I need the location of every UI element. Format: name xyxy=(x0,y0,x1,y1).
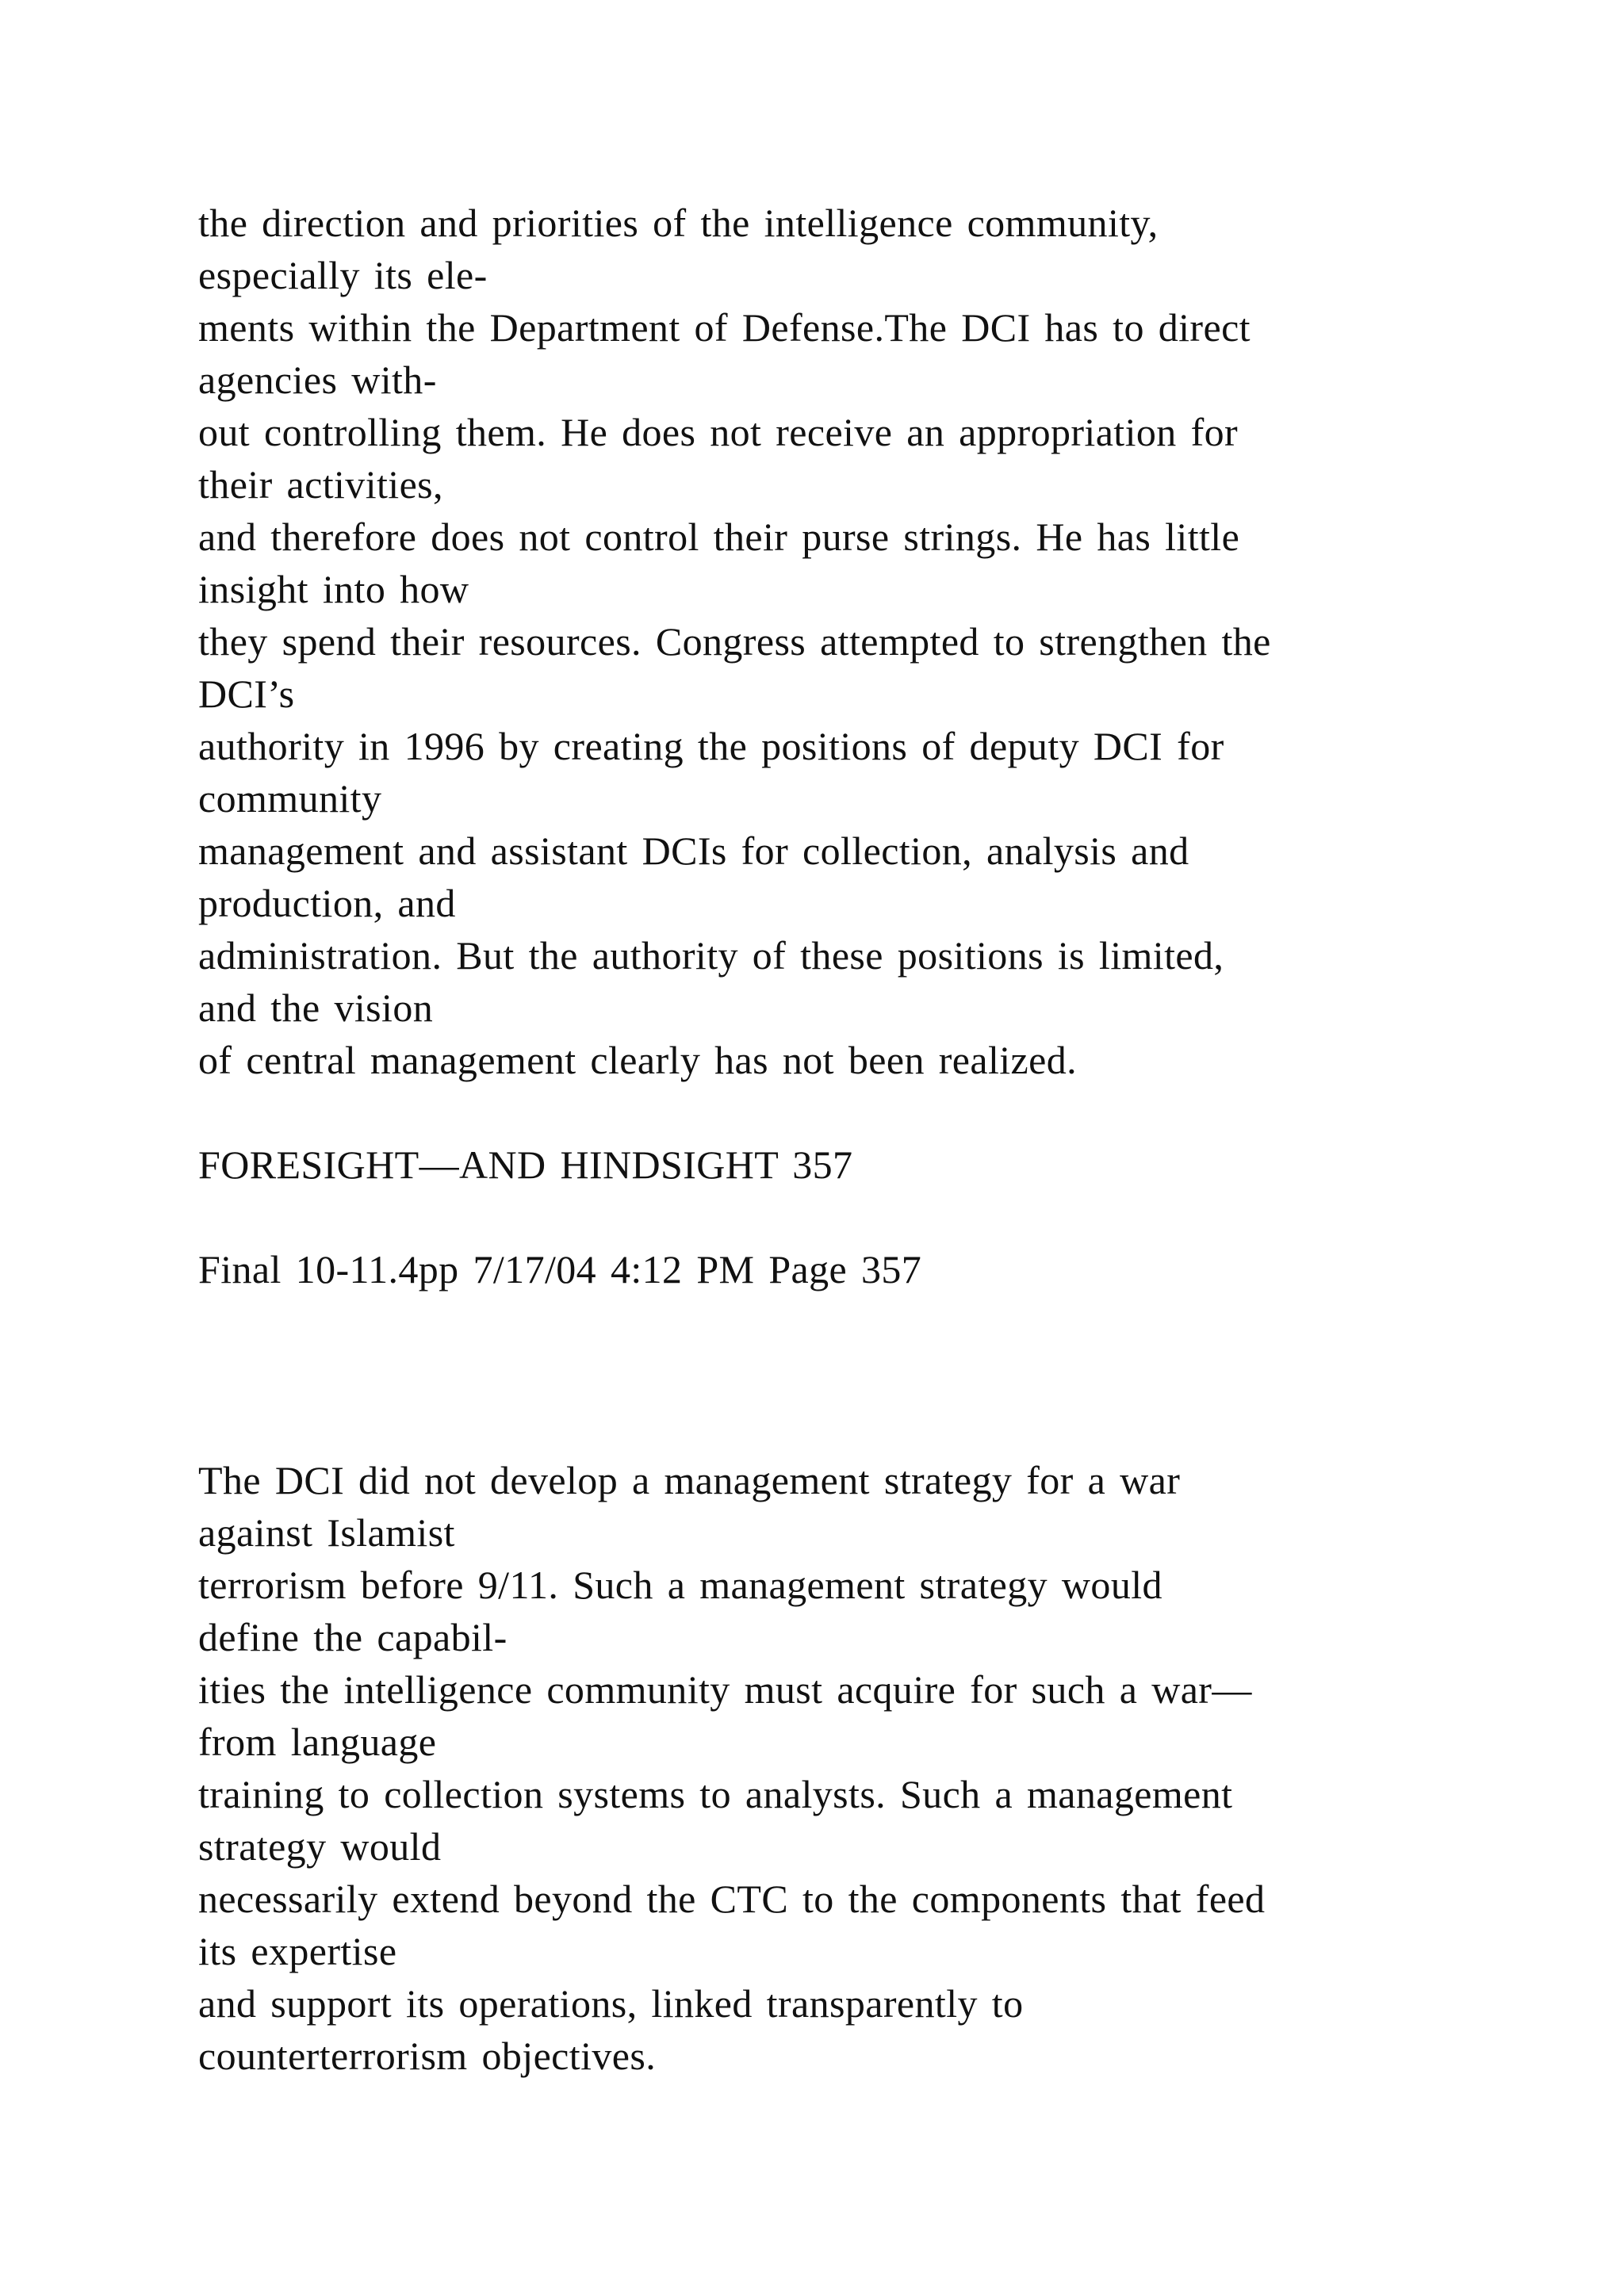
text-line: authority in 1996 by creating the positions of deputy DCI for xyxy=(198,724,1224,768)
text-line: and support its operations, linked transparently to xyxy=(198,1981,1024,2026)
text-line: of central management clearly has not been realized. xyxy=(198,1038,1078,1082)
text-line: ities the intelligence community must acquire for such a war— xyxy=(198,1667,1252,1712)
text-line: out controlling them. He does not receive an appropriation for xyxy=(198,410,1239,454)
text-line: against Islamist xyxy=(198,1510,455,1555)
text-line: its expertise xyxy=(198,1929,397,1973)
text-line: from language xyxy=(198,1720,437,1764)
text-line: ments within the Department of Defense.The DCI has to direct xyxy=(198,305,1251,350)
text-line: terrorism before 9/11. Such a management strategy would xyxy=(198,1563,1162,1607)
slug-line: Final 10-11.4pp 7/17/04 4:12 PM Page 357 xyxy=(198,1247,922,1292)
text-line: especially its ele- xyxy=(198,253,488,297)
text-line: necessarily extend beyond the CTC to the components that feed xyxy=(198,1877,1266,1921)
text-line: counterterrorism objectives. xyxy=(198,2034,657,2078)
text-line: The DCI did not develop a management strategy for a war xyxy=(198,1458,1181,1502)
text-line: community xyxy=(198,776,382,821)
text-line: DCI’s xyxy=(198,672,295,716)
text-line: and therefore does not control their purse strings. He has little xyxy=(198,515,1240,559)
text-line: the direction and priorities of the intelligence community, xyxy=(198,201,1159,245)
running-header: FORESIGHT—AND HINDSIGHT 357 xyxy=(198,1142,853,1187)
text-line: define the capabil- xyxy=(198,1615,508,1659)
text-line: agencies with- xyxy=(198,358,437,402)
text-line: administration. But the authority of these positions is limited, xyxy=(198,933,1224,978)
text-line: insight into how xyxy=(198,567,469,611)
text-line: strategy would xyxy=(198,1824,442,1869)
text-line: and the vision xyxy=(198,985,434,1030)
text-line: production, and xyxy=(198,881,456,925)
text-line: they spend their resources. Congress attempted to strengthen the xyxy=(198,619,1271,664)
text-line: their activities, xyxy=(198,462,443,507)
text-line: training to collection systems to analysts. Such a management xyxy=(198,1772,1233,1816)
text-line: management and assistant DCIs for collection, analysis and xyxy=(198,828,1189,873)
